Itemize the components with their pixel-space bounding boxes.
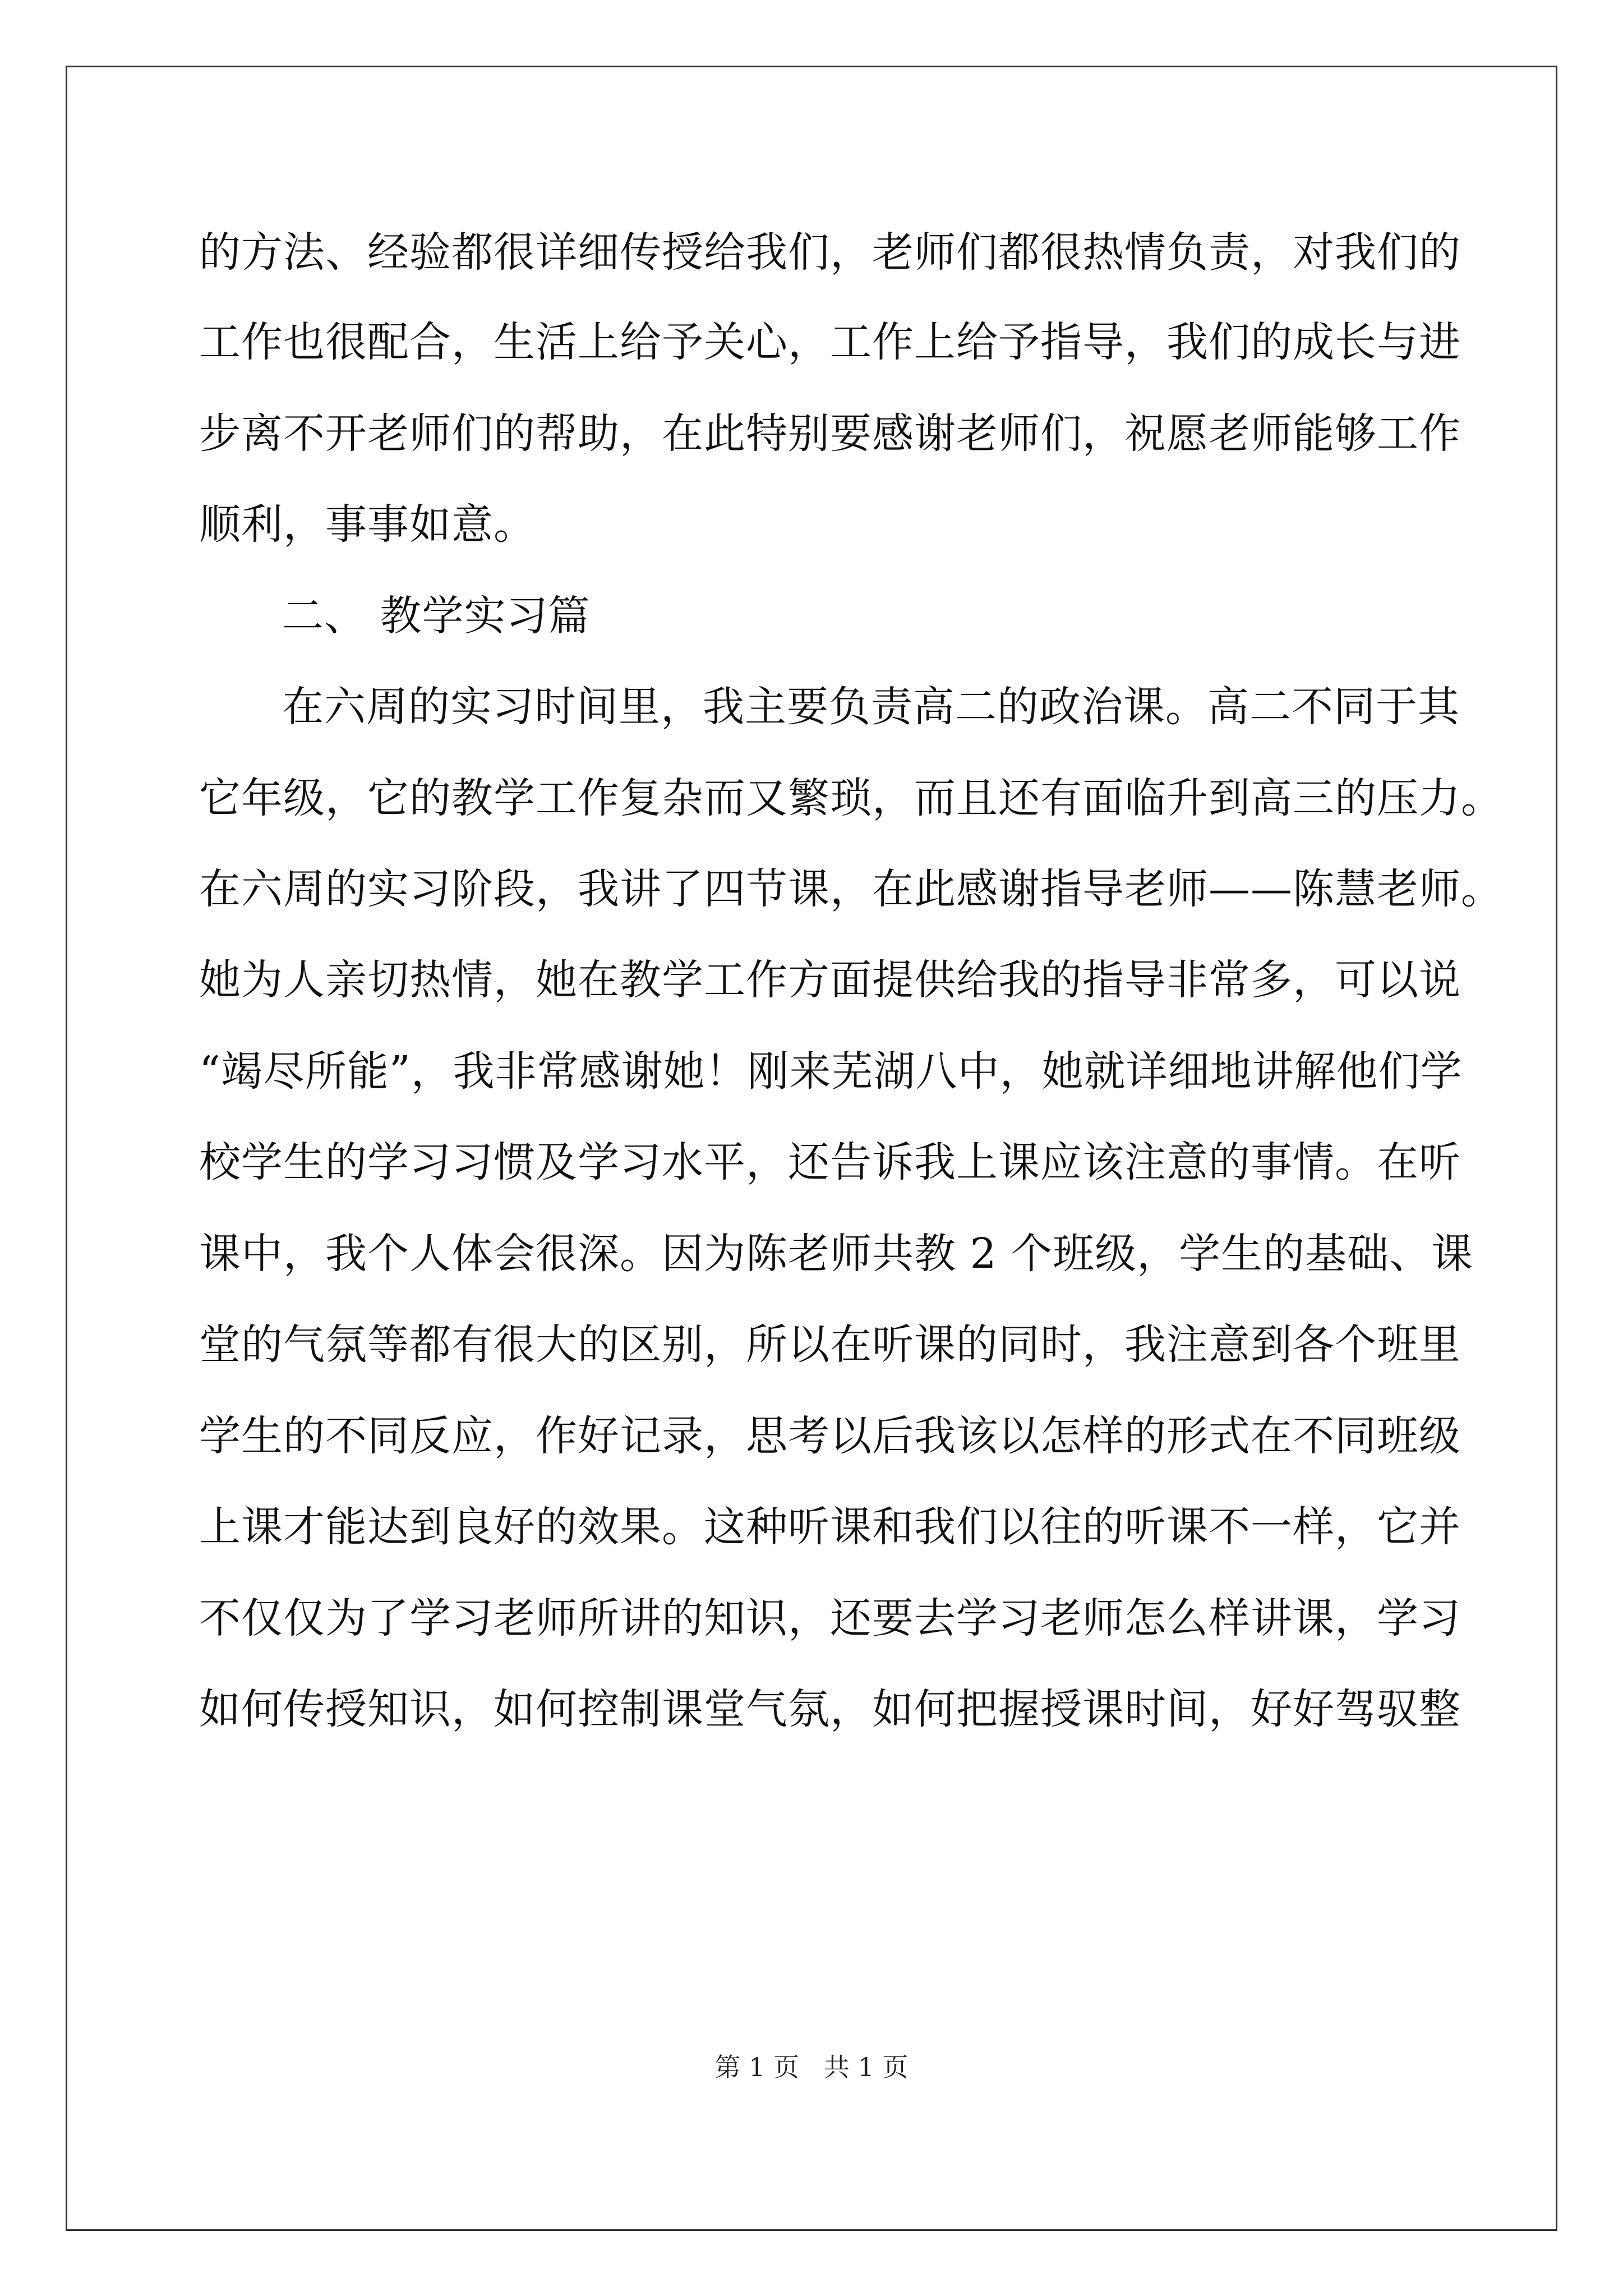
body-line: 的方法、经验都很详细传授给我们，老师们都很热情负责，对我们的 [199, 228, 1461, 277]
body-line: “竭尽所能”，我非常感谢她！刚来芜湖八中，她就详细地讲解他们学 [199, 1047, 1463, 1096]
body-line: 步离不开老师们的帮助，在此特别要感谢老师们，祝愿老师能够工作 [199, 409, 1461, 458]
body-line: 如何传授知识，如何控制课堂气氛，如何把握授课时间，好好驾驭整 [199, 1685, 1461, 1733]
body-line: 堂的气氛等都有很大的区别，所以在听课的同时，我注意到各个班里 [199, 1320, 1461, 1369]
body-line: 工作也很配合，生活上给予关心，工作上给予指导，我们的成长与进 [199, 318, 1461, 366]
body-line: 校学生的学习习惯及学习水平，还告诉我上课应该注意的事情。在听 [199, 1138, 1461, 1186]
body-line: 上课才能达到良好的效果。这种听课和我们以往的听课不一样，它并 [199, 1503, 1461, 1551]
body-line: 在六周的实习时间里，我主要负责高二的政治课。高二不同于其 [282, 683, 1460, 731]
body-line: 不仅仅为了学习老师所讲的知识，还要去学习老师怎么样讲课，学习 [199, 1594, 1461, 1642]
body-line: 她为人亲切热情，她在教学工作方面提供给我的指导非常多，可以说 [199, 956, 1461, 1004]
body-line: 学生的不同反应，作好记录，思考以后我该以怎样的形式在不同班级 [199, 1412, 1461, 1460]
body-line: 课中，我个人体会很深。因为陈老师共教 2 个班级，学生的基础、课 [199, 1230, 1474, 1278]
body-line: 顺利，事事如意。 [199, 500, 536, 549]
section-heading: 二、 教学实习篇 [282, 592, 591, 640]
body-line: 它年级，它的教学工作复杂而又繁琐，而且还有面临升到高三的压力。 [199, 774, 1503, 822]
body-line: 在六周的实习阶段，我讲了四节课，在此感谢指导老师——陈慧老师。 [199, 865, 1503, 913]
page-footer: 第 1 页 共 1 页 [714, 2052, 909, 2082]
